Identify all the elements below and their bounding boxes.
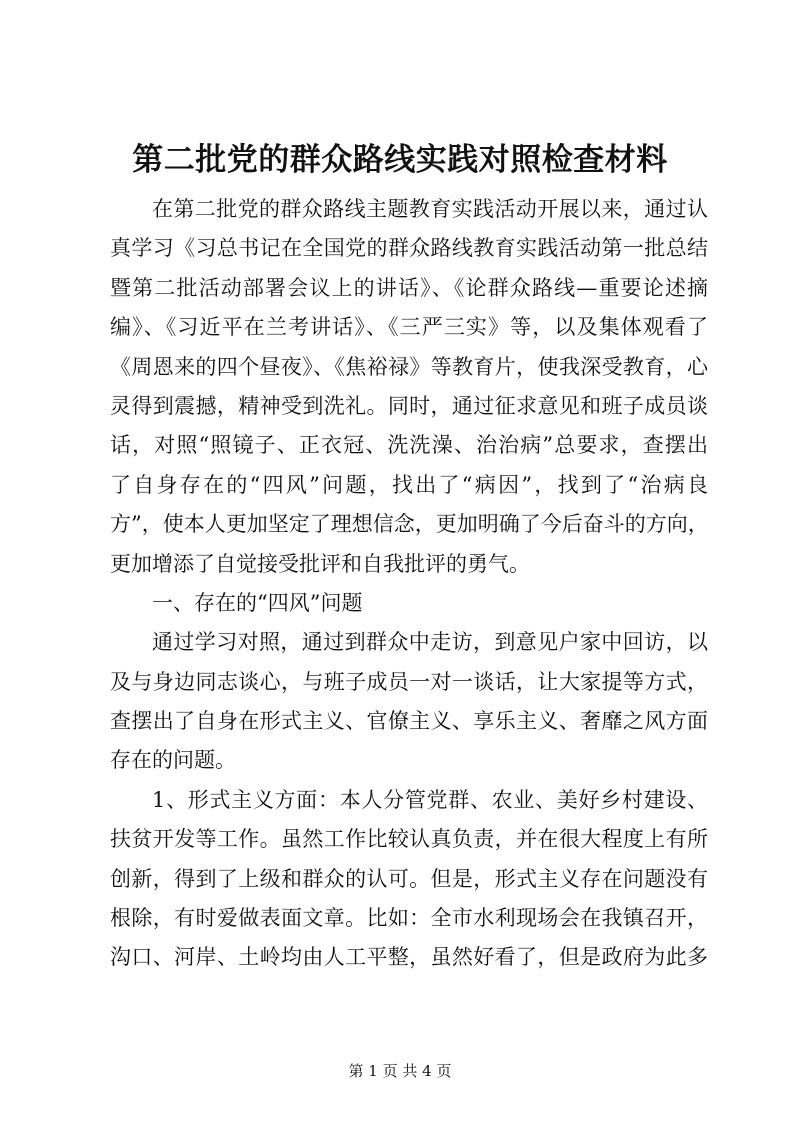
text-line: 存在的问题。 [110,748,236,773]
text-line: 《周恩来的四个昼夜》、《焦裕禄》等教育片，使我深受教育，心 [110,354,708,379]
text-line: 创新，得到了上级和群众的认可。但是，形式主义存在问题没有 [110,866,708,891]
text-line: 沟口、河岸、土岭均由人工平整，虽然好看了，但是政府为此多 [110,945,708,970]
text-line: 更加增添了自觉接受批评和自我批评的勇气。 [110,551,530,576]
text-line: 及与身边同志谈心，与班子成员一对一谈话，让大家提等方式， [110,669,708,694]
text-line: 扶贫开发等工作。虽然工作比较认真负责，并在很大程度上有所 [110,827,708,852]
text-line: 灵得到震撼，精神受到洗礼。同时，通过征求意见和班子成员谈 [110,393,708,418]
text-line: 通过学习对照，通过到群众中走访，到意见户家中回访，以 [152,630,708,655]
text-line: 话，对照“照镜子、正衣冠、洗洗澡、治治病”总要求，查摆出 [110,433,708,458]
text-line: 方”，使本人更加坚定了理想信念，更加明确了今后奋斗的方向， [110,512,709,537]
text-line: 根除，有时爱做表面文章。比如：全市水利现场会在我镇召开， [110,906,708,931]
page-footer: 第 1 页 共 4 页 [348,1062,452,1080]
document-title: 第二批党的群众路线实践对照检查材料 [132,142,668,178]
text-line: 在第二批党的群众路线主题教育实践活动开展以来，通过认 [152,197,708,221]
text-line: 查摆出了自身在形式主义、官僚主义、享乐主义、奢靡之风方面 [110,709,708,734]
text-line: 1、形式主义方面：本人分管党群、农业、美好乡村建设、 [152,787,708,812]
text-line: 暨第二批活动部署会议上的讲话》、《论群众路线—重要论述摘 [110,275,708,300]
text-line: 编》、《习近平在兰考讲话》、《三严三实》等，以及集体观看了 [110,315,708,340]
text-line: 真学习《习总书记在全国党的群众路线教育实践活动第一批总结 [110,236,708,261]
text-line: 一、存在的“四风”问题 [152,590,363,615]
text-line: 了自身存在的“四风”问题，找出了“病因”，找到了“治病良 [110,472,708,497]
document-body [110,190,708,978]
